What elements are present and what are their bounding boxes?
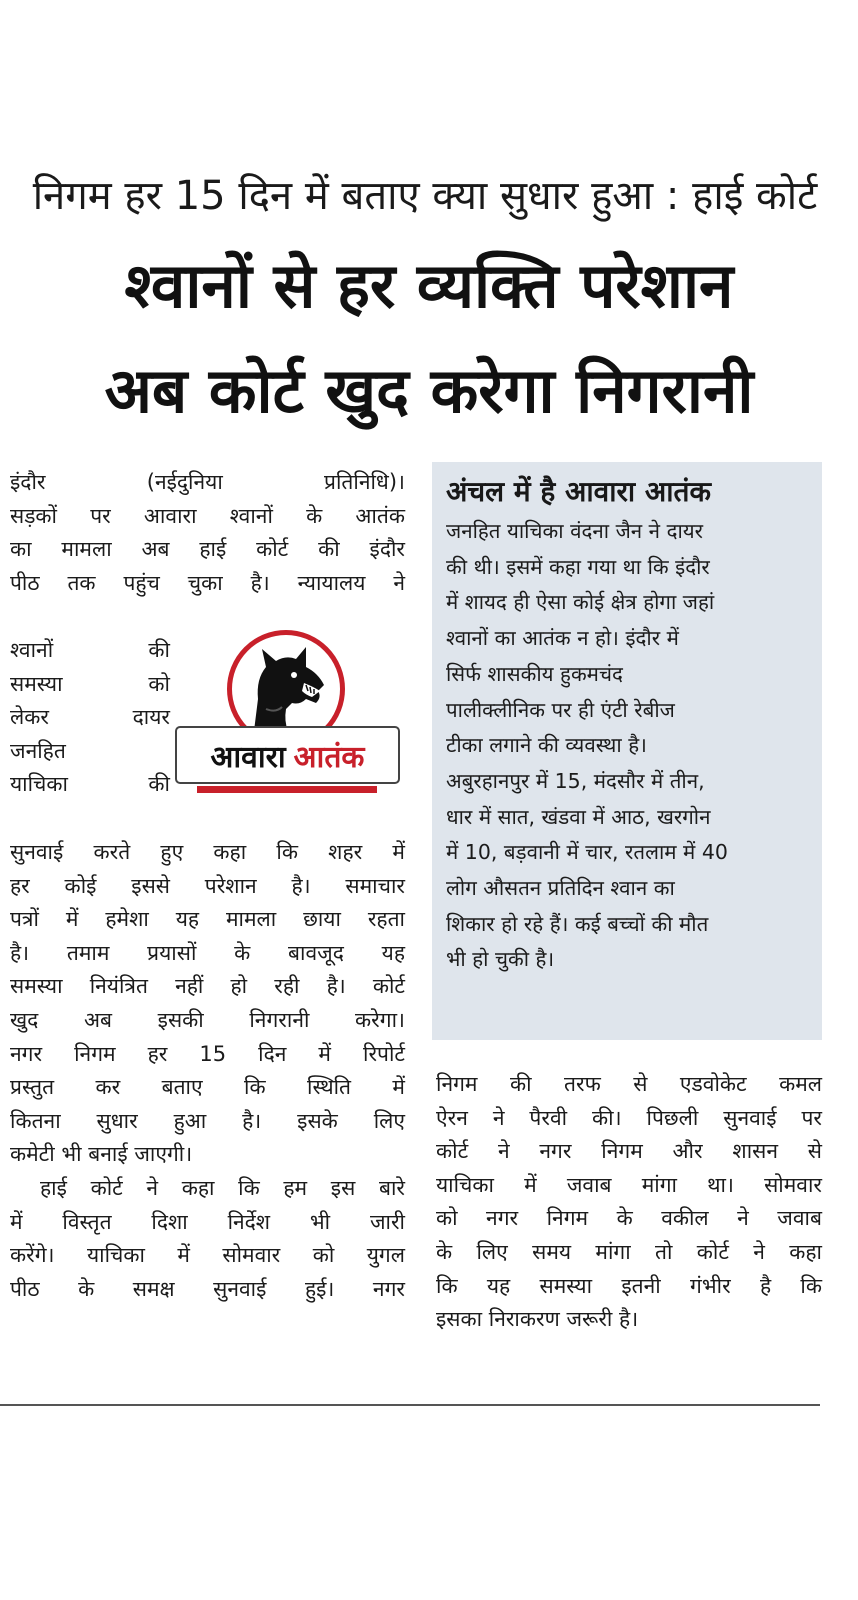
sidebar-line: की थी। इसमें कहा गया था कि इंदौर	[446, 554, 710, 579]
article-line: हर कोई इससे परेशान है। समाचार	[10, 873, 405, 898]
main-headline-line-1: श्वानों से हर व्यक्ति परेशान	[124, 249, 734, 322]
article-line: जनहित	[10, 738, 66, 763]
sidebar-line: लोग औसतन प्रतिदिन श्वान का	[446, 876, 675, 901]
sidebar-line: जनहित याचिका वंदना जैन ने दायर	[446, 519, 704, 543]
article-line: लेकर दायर	[10, 705, 170, 730]
article-line: में विस्तृत दिशा निर्देश भी जारी	[10, 1209, 405, 1234]
logo-word-1: आवारा	[210, 739, 286, 775]
article-line: कोर्ट ने नगर निगम और शासन से	[436, 1139, 822, 1164]
left-column-narrow	[10, 634, 170, 802]
sidebar-line: में 10, बड़वानी में चार, रतलाम में 40	[446, 840, 728, 865]
sidebar-body	[446, 514, 810, 978]
article-line: समस्या को	[10, 671, 170, 696]
article-line: कि यह समस्या इतनी गंभीर है कि	[436, 1273, 822, 1298]
article-line: पत्रों में हमेशा यह मामला छाया रहता	[10, 907, 405, 932]
article-line: पीठ के समक्ष सुनवाई हुई। नगर	[10, 1276, 405, 1301]
sidebar-line: पालीक्लीनिक पर ही एंटी रेबीज	[446, 697, 675, 722]
article-line: याचिका की	[10, 772, 170, 797]
article-line: को नगर निगम के वकील ने जवाब	[436, 1206, 822, 1231]
article-line: करेंगे। याचिका में सोमवार को युगल	[10, 1243, 405, 1268]
sidebar-title: अंचल में है आवारा आतंक	[446, 475, 711, 508]
article-line: के लिए समय मांगा तो कोर्ट ने कहा	[436, 1239, 822, 1264]
left-column-top	[10, 466, 405, 600]
logo-word-2: आतंक	[293, 739, 365, 775]
article-line: समस्या नियंत्रित नहीं हो रही है। कोर्ट	[10, 974, 405, 999]
sidebar-line: धार में सात, खंडवा में आठ, खरगोन	[446, 804, 711, 829]
article-line: सड़कों पर आवारा श्वानों के आतंक	[10, 503, 405, 528]
article-line: हाई कोर्ट ने कहा कि हम इस बारे	[40, 1175, 405, 1200]
article-line: का मामला अब हाई कोर्ट की इंदौर	[10, 537, 405, 562]
right-column-bottom	[436, 1068, 822, 1337]
article-line: कितना सुधार हुआ है। इसके लिए	[10, 1108, 405, 1133]
sidebar-line: श्वानों का आतंक न हो। इंदौर में	[446, 626, 679, 651]
sidebar-line: टीका लगाने की व्यवस्था है।	[446, 733, 647, 758]
sidebar-line: में शायद ही ऐसा कोई क्षेत्र होगा जहां	[446, 590, 715, 615]
sidebar-line: भी हो चुकी है।	[446, 947, 555, 972]
logo-underline	[197, 786, 377, 793]
main-headline-line-2: अब कोर्ट खुद करेगा निगरानी	[104, 354, 754, 427]
awara-aatank-logo	[175, 630, 400, 805]
article-line: पीठ तक पहुंच चुका है। न्यायालय ने	[10, 570, 405, 595]
article-line: इंदौर (नईदुनिया प्रतिनिधि)।	[10, 470, 405, 494]
article-line: है। तमाम प्रयासों के बावजूद यह	[10, 940, 405, 965]
article-line: श्वानों की	[10, 638, 170, 662]
article-line: खुद अब इसकी निगरानी करेगा।	[10, 1007, 405, 1032]
kicker-headline: निगम हर 15 दिन में बताए क्या सुधार हुआ : हाई कोर्ट	[32, 173, 818, 219]
article-line: कमेटी भी बनाई जाएगी।	[10, 1142, 193, 1167]
article-line: ऐरन ने पैरवी की। पिछली सुनवाई पर	[436, 1105, 822, 1130]
left-column-bottom	[10, 836, 405, 1306]
bottom-divider	[0, 1404, 820, 1406]
article-line: याचिका में जवाब मांगा था। सोमवार	[436, 1172, 822, 1197]
article-line: नगर निगम हर 15 दिन में रिपोर्ट	[10, 1041, 405, 1066]
sidebar-line: अबुरहानपुर में 15, मंदसौर में तीन,	[446, 768, 705, 793]
article-line: प्रस्तुत कर बताए कि स्थिति में	[10, 1075, 405, 1100]
sidebar-line: सिर्फ शासकीय हुकमचंद	[446, 661, 623, 686]
logo-label	[175, 726, 400, 784]
sidebar-line: शिकार हो रहे हैं। कई बच्चों की मौत	[446, 911, 709, 936]
article-line: सुनवाई करते हुए कहा कि शहर में	[10, 840, 405, 864]
article-line: इसका निराकरण जरूरी है।	[436, 1307, 639, 1332]
sidebar-box	[432, 462, 822, 1040]
article-line: निगम की तरफ से एडवोकेट कमल	[436, 1072, 822, 1096]
